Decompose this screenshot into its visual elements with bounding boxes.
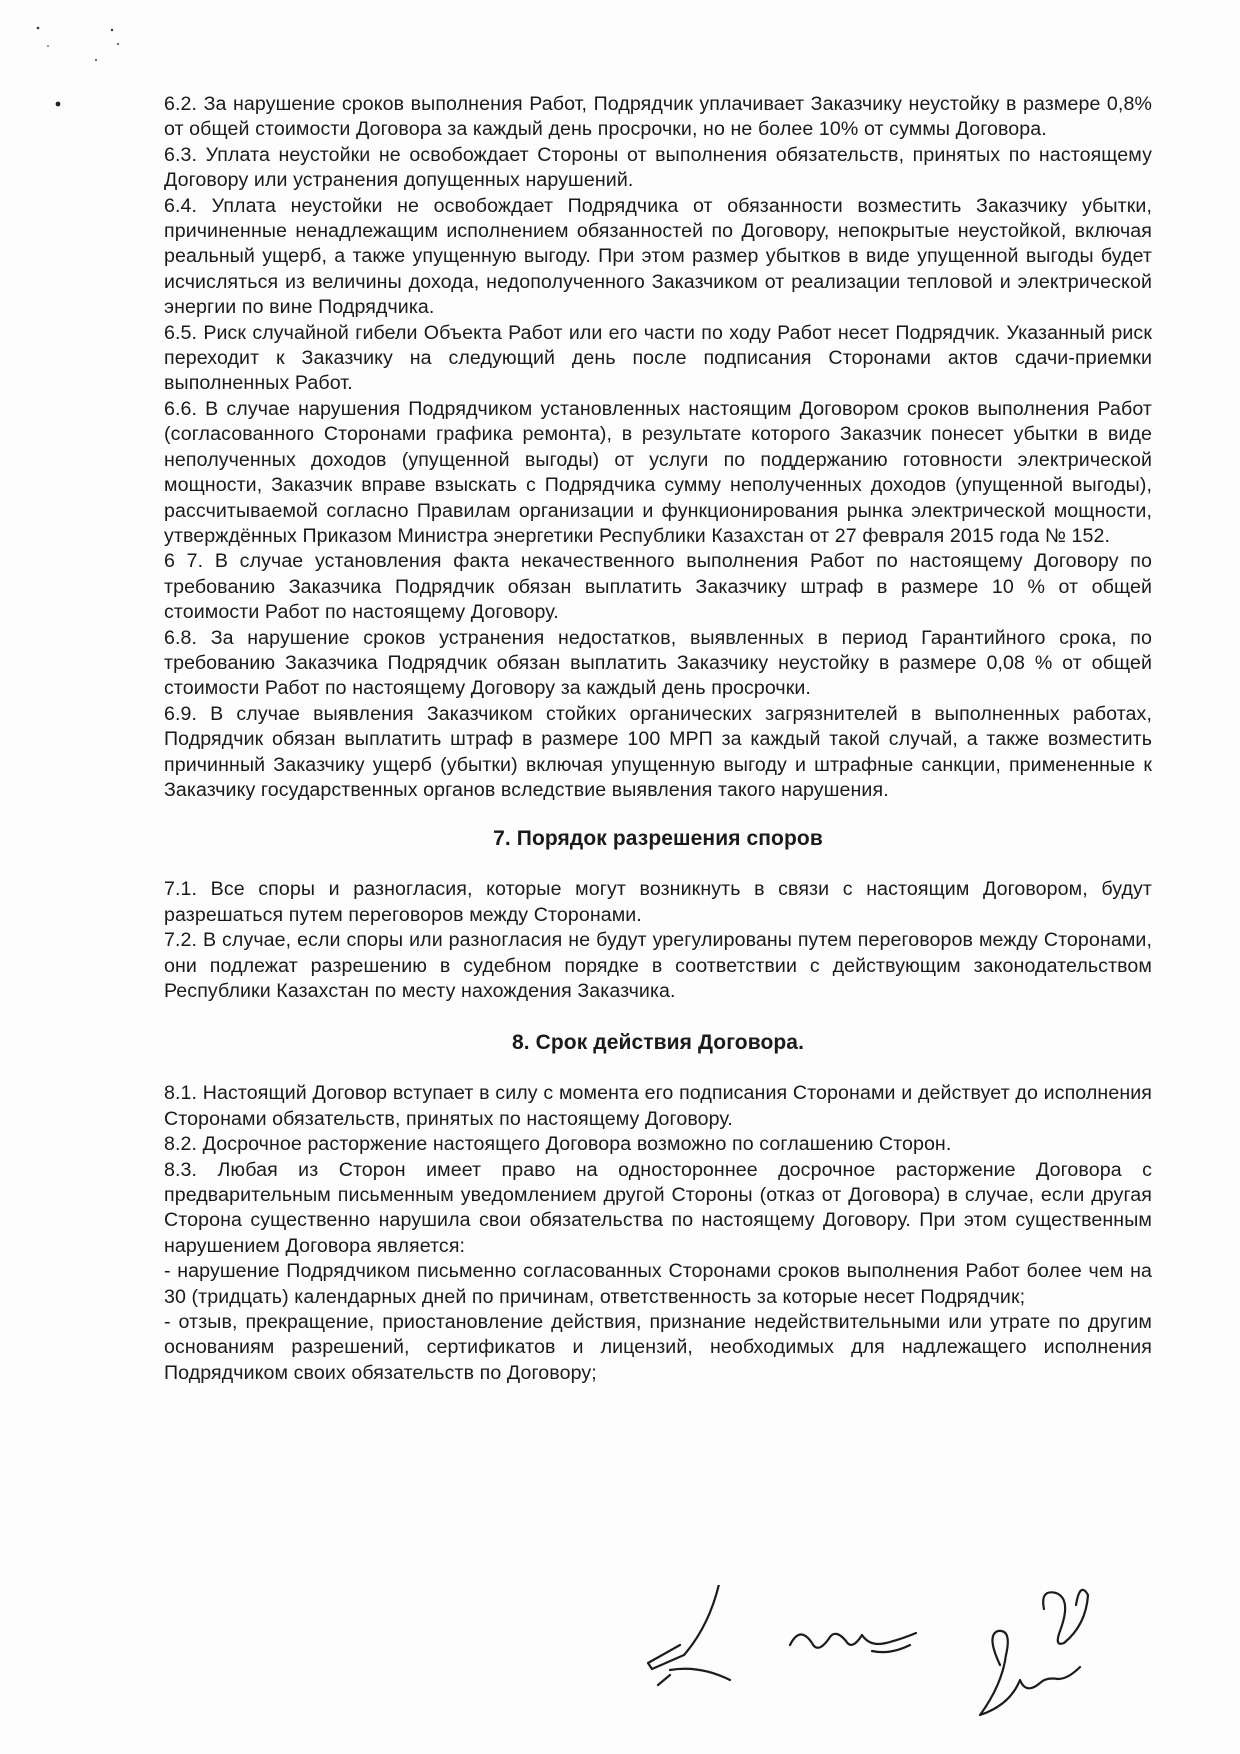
clause-8-3-item-1: - нарушение Подрядчиком письменно согласованных Сторонами сроков выполнения Работ более чем на 30 (тридцать) календарных дней по причинам, ответственность за которые несет Подрядчик; xyxy=(164,1260,1152,1308)
signature-2 xyxy=(790,1633,916,1648)
clause-6-4: 6.4. Уплата неустойки не освобождает Подрядчика от обязанности возместить Заказчику убытки, причиненные ненадлежащим исполнением обязанностей по Договору, непокрытые неустойкой, включая реальный ущерб, а также упущенную выгоду. При этом размер убытков в виде упущенной выгоды будет исчисляться из величины дохода, недополученного Заказчиком от реализации тепловой и электрической энергии по вине Подрядчика. xyxy=(164,194,1152,319)
handwritten-signatures xyxy=(640,1585,1160,1745)
section-8-clauses xyxy=(164,1081,1152,1386)
clause-6-5: 6.5. Риск случайной гибели Объекта Работ или его части по ходу Работ несет Подрядчик. Указанный риск переходит к Заказчику на следующий день после подписания Сторонами актов сдачи-приемки выполненных Работ. xyxy=(164,321,1152,395)
clause-6-3: 6.3. Уплата неустойки не освобождает Стороны от выполнения обязательств, принятых по настоящему Договору или устранения допущенных нарушений. xyxy=(164,143,1152,192)
section-6-clauses xyxy=(164,92,1152,803)
clause-8-3-item-2: - отзыв, прекращение, приостановление действия, признание недействительными или утрате по другим основаниям разрешений, сертификатов и лицензий, необходимых для надлежащего исполнения Подрядчиком своих обязательств по Договору; xyxy=(164,1311,1152,1384)
clause-8-1: 8.1. Настоящий Договор вступает в силу с момента его подписания Сторонами и действует до исполнения Сторонами обязательств, принятых по настоящему Договору. xyxy=(164,1082,1152,1130)
clause-8-2: 8.2. Досрочное расторжение настоящего Договора возможно по соглашению Сторон. xyxy=(164,1133,952,1156)
section-8-heading: 8. Срок действия Договора. xyxy=(511,1031,805,1055)
clause-7-1: 7.1. Все споры и разногласия, которые могут возникнуть в связи с настоящим Договором, будут разрешаться путем переговоров между Сторонами. xyxy=(164,878,1152,926)
clause-6-2: 6.2. За нарушение сроков выполнения Работ, Подрядчик уплачивает Заказчику неустойку в размере 0,8% от общей стоимости Договора за каждый день просрочки, но не более 10% от суммы Договора. xyxy=(164,93,1152,141)
clause-6-8: 6.8. За нарушение сроков устранения недостатков, выявленных в период Гарантийного срока, по требованию Заказчика Подрядчик обязан выплатить Заказчику неустойку в размере 0,08 % от общей стоимости Работ по настоящему Договору за каждый день просрочки. xyxy=(164,626,1152,700)
clause-7-2: 7.2. В случае, если споры или разногласия не будут урегулированы путем переговоров между Сторонами, они подлежат разрешению в судебном порядке в соответствии с действующим законодательством Республики Казахстан по месту нахождения Заказчика. xyxy=(164,929,1152,1002)
clause-6-9: 6.9. В случае выявления Заказчиком стойких органических загрязнителей в выполненных работах, Подрядчик обязан выплатить штраф в размере 100 МРП за каждый такой случай, а также возместить причинный Заказчику ущерб (убытки) включая упущенную выгоду и штрафные санкции, примененные к Заказчику государственных органов вследствие выявления такого нарушения. xyxy=(164,702,1152,801)
clause-6-6: 6.6. В случае нарушения Подрядчиком установленных настоящим Договором сроков выполнения Работ (согласованного Сторонами графика ремонта), в результате которого Заказчик понесет убытки в виде неполученных доходов (упущенной выгоды) от услуги по поддержанию готовности электрической мощности, Заказчик вправе взыскать с Подрядчика сумму неполученных доходов (упущенной выгоды), рассчитываемой согласно Правилам организации и функционирования рынка электрической мощности, утверждённых Приказом Министра энергетики Республики Казахстан от 27 февраля 2015 года № 152. xyxy=(164,397,1152,547)
document-body xyxy=(164,92,1152,1386)
section-7-heading: 7. Порядок разрешения споров xyxy=(493,827,823,851)
clause-6-7: 6 7. В случае установления факта некачественного выполнения Работ по настоящему Договору по требованию Заказчика Подрядчик обязан выплатить Заказчику штраф в размере 10 % от общей стоимости Работ по настоящему Договору. xyxy=(164,550,1152,624)
section-7-clauses xyxy=(164,877,1152,1004)
signature-1 xyxy=(648,1585,720,1685)
clause-8-3: 8.3. Любая из Сторон имеет право на одностороннее досрочное расторжение Договора с предварительным письменным уведомлением другой Стороны (отказ от Договора) в случае, если другая Сторона существенно нарушила свои обязательства по настоящему Договору. При этом существенным нарушением Договора является: xyxy=(164,1158,1152,1257)
